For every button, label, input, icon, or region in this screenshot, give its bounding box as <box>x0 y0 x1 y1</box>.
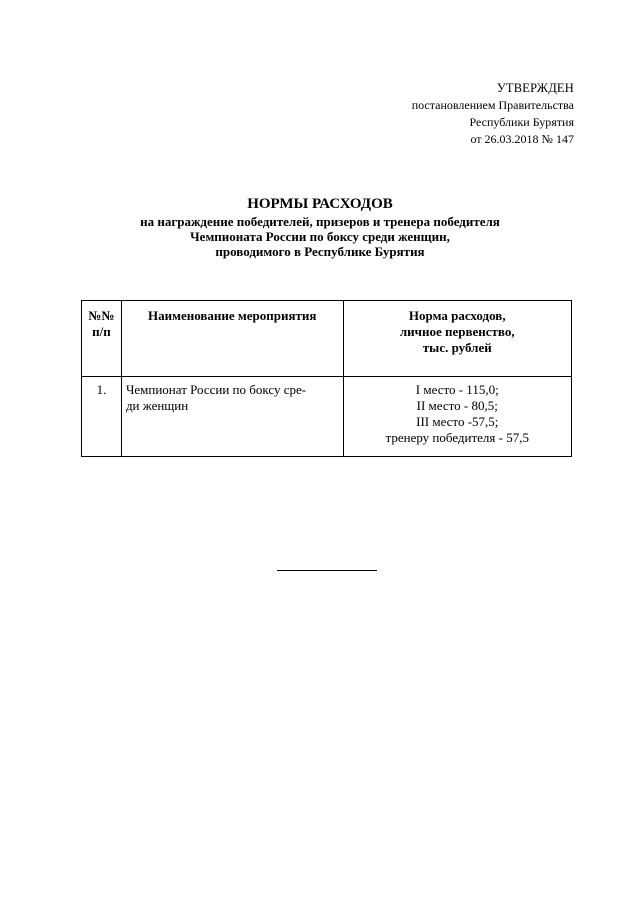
title-subline-1: на награждение победителей, призеров и тренера победителя <box>140 214 500 229</box>
approval-date-number: от 26.03.2018 № 147 <box>470 132 574 146</box>
row-number: 1. <box>82 377 122 457</box>
end-divider <box>277 570 377 571</box>
approval-resolution: постановлением Правительства <box>411 98 574 112</box>
title-main: НОРМЫ РАСХОДОВ <box>247 196 393 212</box>
header-number: №№ п/п <box>82 301 122 377</box>
document-title <box>0 195 640 259</box>
approval-authority: Республики Бурятия <box>469 115 574 129</box>
row-expense-norm: I место - 115,0; II место - 80,5; III место -57,5; тренеру победителя - 57,5 <box>343 377 572 457</box>
table-row <box>82 377 572 457</box>
row-event-name: Чемпионат России по боксу сре- ди женщин <box>121 377 343 457</box>
title-subline-3: проводимого в Республике Бурятия <box>215 244 425 259</box>
title-subline-2: Чемпионата России по боксу среди женщин, <box>190 229 450 244</box>
approval-heading: УТВЕРЖДЕН <box>496 81 574 95</box>
header-event-name: Наименование мероприятия <box>121 301 343 377</box>
approval-block <box>412 80 574 148</box>
header-expense-norm: Норма расходов, личное первенство, тыс. рублей <box>343 301 572 377</box>
norms-table <box>81 300 572 457</box>
table-header-row <box>82 301 572 377</box>
